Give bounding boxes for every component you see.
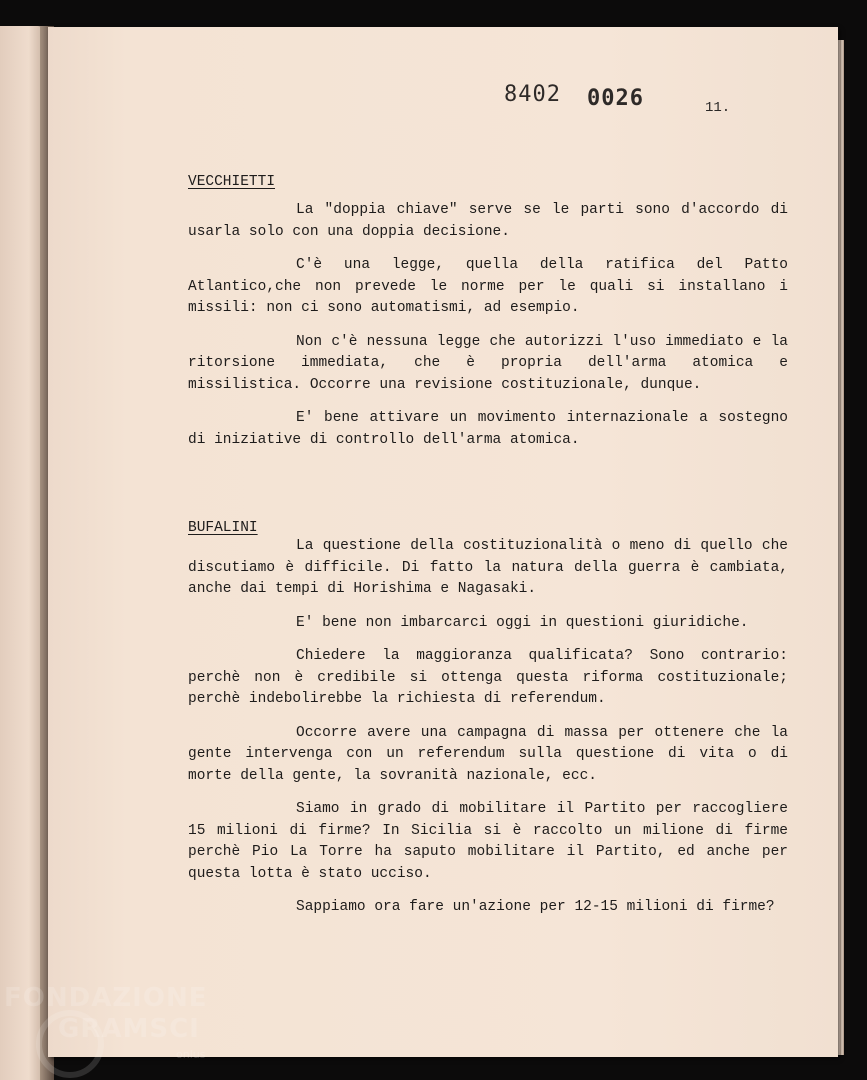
speaker-heading: VECCHIETTI bbox=[188, 174, 276, 190]
paragraph: Chiedere la maggioranza qualificata? Sono contrario: perchè non è credibile si ottenga questa riforma costituzionale; perchè indebolirebbe la richiesta di referendum. bbox=[188, 648, 788, 707]
watermark-line-2: GRAMSCI bbox=[58, 1014, 200, 1044]
paragraph: E' bene non imbarcarci oggi in questioni giuridiche. bbox=[296, 614, 749, 631]
paragraph: Siamo in grado di mobilitare il Partito per raccogliere 15 milioni di firme? In Sicilia si è raccolto un milione di firme perchè Pio La Torre ha saputo mobilitare il Partito, ed anche per questa lotta è stato ucciso. bbox=[188, 801, 788, 882]
paragraph: Sappiamo ora fare un'azione per 12-15 milioni di firme? bbox=[296, 899, 775, 915]
paragraph: Non c'è nessuna legge che autorizzi l'uso immediato e la ritorsione immediata, che è propria dell'arma atomica e missilistica. Occorre una revisione costituzionale, dunque. bbox=[188, 333, 788, 393]
paragraph: La questione della costituzionalità o meno di quello che discutiamo è difficile. Di fatto la natura della guerra è cambiata, anche dai tempi di Horishima e Nagasaki. bbox=[188, 538, 788, 597]
archive-code-b: 0026 bbox=[587, 86, 644, 111]
paragraph: Occorre avere una campagna di massa per ottenere che la gente intervenga con un referendum sulla questione di vita o di morte della gente, la sovranità nazionale, ecc. bbox=[188, 724, 788, 784]
paragraph: E' bene attivare un movimento internazionale a sostegno di iniziative di controllo dell'arma atomica. bbox=[188, 410, 788, 448]
paragraph: La "doppia chiave" serve se le parti sono d'accordo di usarla solo con una doppia decisione. bbox=[188, 202, 788, 240]
archive-code-a: 8402 bbox=[504, 82, 561, 107]
speech-block bbox=[188, 200, 788, 463]
watermark-line-3: onlus bbox=[176, 1048, 206, 1061]
watermark-line-1: FONDAZIONE bbox=[4, 983, 208, 1013]
speaker-heading: BUFALINI bbox=[188, 520, 258, 536]
watermark bbox=[4, 985, 207, 1042]
paragraph: C'è una legge, quella della ratifica del Patto Atlantico,che non prevede le norme per le quali si installano i missili: non ci sono automatismi, ad esempio. bbox=[188, 257, 788, 316]
speech-block bbox=[188, 536, 788, 931]
page-number: 11. bbox=[705, 100, 731, 116]
